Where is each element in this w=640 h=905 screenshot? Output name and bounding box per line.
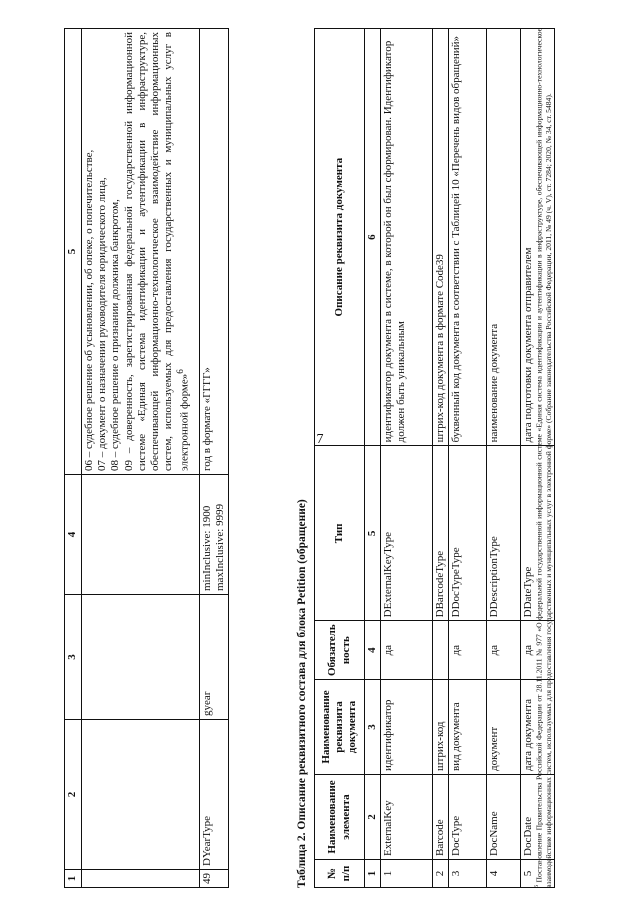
table-row-continuation (82, 29, 200, 888)
footnote-text: Постановление Правительства Российской Федерации от 28.11.2011 № 977 «О федеральной государственной информационной системе «Единая система идентификации и аутентификации в инфраструктуре, обеспечивающей информационно-технологическое взаимодействие информационных систем, используемых для предоставления государственных и муниципальных услуг в электронной форме» (Собрание законодательства Российской Федерации, 2011, № 49 (ч. V), ст. 7284; 2020, № 34, ст. 5484). (534, 28, 553, 888)
column-index: 5 (365, 446, 381, 621)
footnote-number: 6 (534, 885, 540, 888)
required-flag: да (381, 621, 433, 680)
cell-empty (82, 595, 200, 720)
required-flag: да (449, 621, 487, 680)
table-row (381, 29, 433, 888)
required-flag: да (521, 621, 555, 680)
row-number: 3 (449, 860, 487, 888)
row-number: 4 (487, 860, 521, 888)
element-name: ExternalKey (381, 775, 433, 860)
cell-empty (82, 475, 200, 595)
attribute-description: дата подготовки документа отправителем (521, 29, 555, 446)
column-index: 3 (65, 595, 82, 720)
table-row (433, 29, 449, 888)
code-line: 09 – доверенность, зарегистрированная федеральной государственной информационной системе «Единая система идентификации и аутентификации в инфраструктуре, обеспечивающей информационно-технологическое взаимодействие информационных систем, используемых для предоставления государственных и муниципальных услуг в электронной форме»$^6$ (122, 32, 191, 471)
cell-empty (82, 870, 200, 888)
column-index: 5 (65, 29, 82, 475)
restriction-max: maxInclusive: 9999 (214, 503, 227, 591)
header-element: Наименование элемента (315, 775, 365, 860)
column-index-row (365, 29, 381, 888)
header-number: № п/п (315, 860, 365, 888)
header-attribute-name: Наименование реквизита документа (315, 680, 365, 775)
table2-title: Таблица 2. Описание реквизитного состава для блока Petition (обращение) (296, 499, 308, 888)
element-name: Barcode (433, 775, 449, 860)
header-description: Описание реквизита документа (315, 29, 365, 446)
code-line: 06 – судебное решение об усыновлении, об опеке, о попечительстве, (83, 149, 95, 471)
column-index: 1 (365, 860, 381, 888)
data-type: DBarcodeType (433, 446, 449, 621)
petition-block-table (314, 28, 555, 888)
attribute-description: идентификатор документа в системе, в которой он был сформирован. Идентификатор должен быть уникальным (381, 29, 433, 446)
data-type: DDescriptionType (487, 446, 521, 621)
column-index: 3 (365, 680, 381, 775)
table-row (487, 29, 521, 888)
column-index-row (65, 29, 82, 888)
column-index: 2 (65, 720, 82, 870)
attribute-name: вид документа (449, 680, 487, 775)
landscape-layout (64, 28, 604, 888)
header-required: Обязатель ность (315, 621, 365, 680)
document-codes-list (82, 29, 200, 475)
row-number: 1 (381, 860, 433, 888)
header-type: Тип (315, 446, 365, 621)
page-number: 7 (316, 432, 324, 447)
attribute-description: штрих-код документа в формате Code39 (433, 29, 449, 446)
type-definitions-table-continuation (64, 28, 229, 888)
footnote-mark: 6 (175, 369, 186, 374)
attribute-name: идентификатор (381, 680, 433, 775)
footnote (534, 28, 553, 888)
data-type: DDocTypeType (449, 446, 487, 621)
restriction-min: minInclusive: 1900 (201, 505, 213, 591)
column-index: 6 (365, 29, 381, 446)
element-name: DocDate (521, 775, 555, 860)
row-number: 2 (433, 860, 449, 888)
attribute-name: дата документа (521, 680, 555, 775)
code-line: 07 – документ о назначении руководителя юридического лица, (96, 177, 109, 471)
table-row (449, 29, 487, 888)
type-description: год в формате «ГГГГ» (200, 29, 229, 475)
required-flag (433, 621, 449, 680)
cell-empty (82, 720, 200, 870)
code-line: 08 – судебное решение о признании должника банкротом, (109, 199, 122, 471)
table-header-row (315, 29, 365, 888)
data-type: DExternalKeyType (381, 446, 433, 621)
column-index: 4 (65, 475, 82, 595)
restrictions (200, 475, 229, 595)
attribute-description: буквенный код документа в соответствии с Таблицей 10 «Перечень видов обращений» (449, 29, 487, 446)
base-type: gyear (200, 595, 229, 720)
row-number: 5 (521, 860, 555, 888)
data-type: DDateType (521, 446, 555, 621)
column-index: 1 (65, 870, 82, 888)
table-row-49 (200, 29, 229, 888)
element-name: DocType (449, 775, 487, 860)
attribute-name: документ (487, 680, 521, 775)
element-name: DocName (487, 775, 521, 860)
rotated-page-content (64, 28, 604, 888)
attribute-description: наименование документа (487, 29, 521, 446)
row-number: 49 (200, 870, 229, 888)
column-index: 2 (365, 775, 381, 860)
required-flag: да (487, 621, 521, 680)
type-name: DYearType (200, 720, 229, 870)
attribute-name: штрих-код (433, 680, 449, 775)
column-index: 4 (365, 621, 381, 680)
